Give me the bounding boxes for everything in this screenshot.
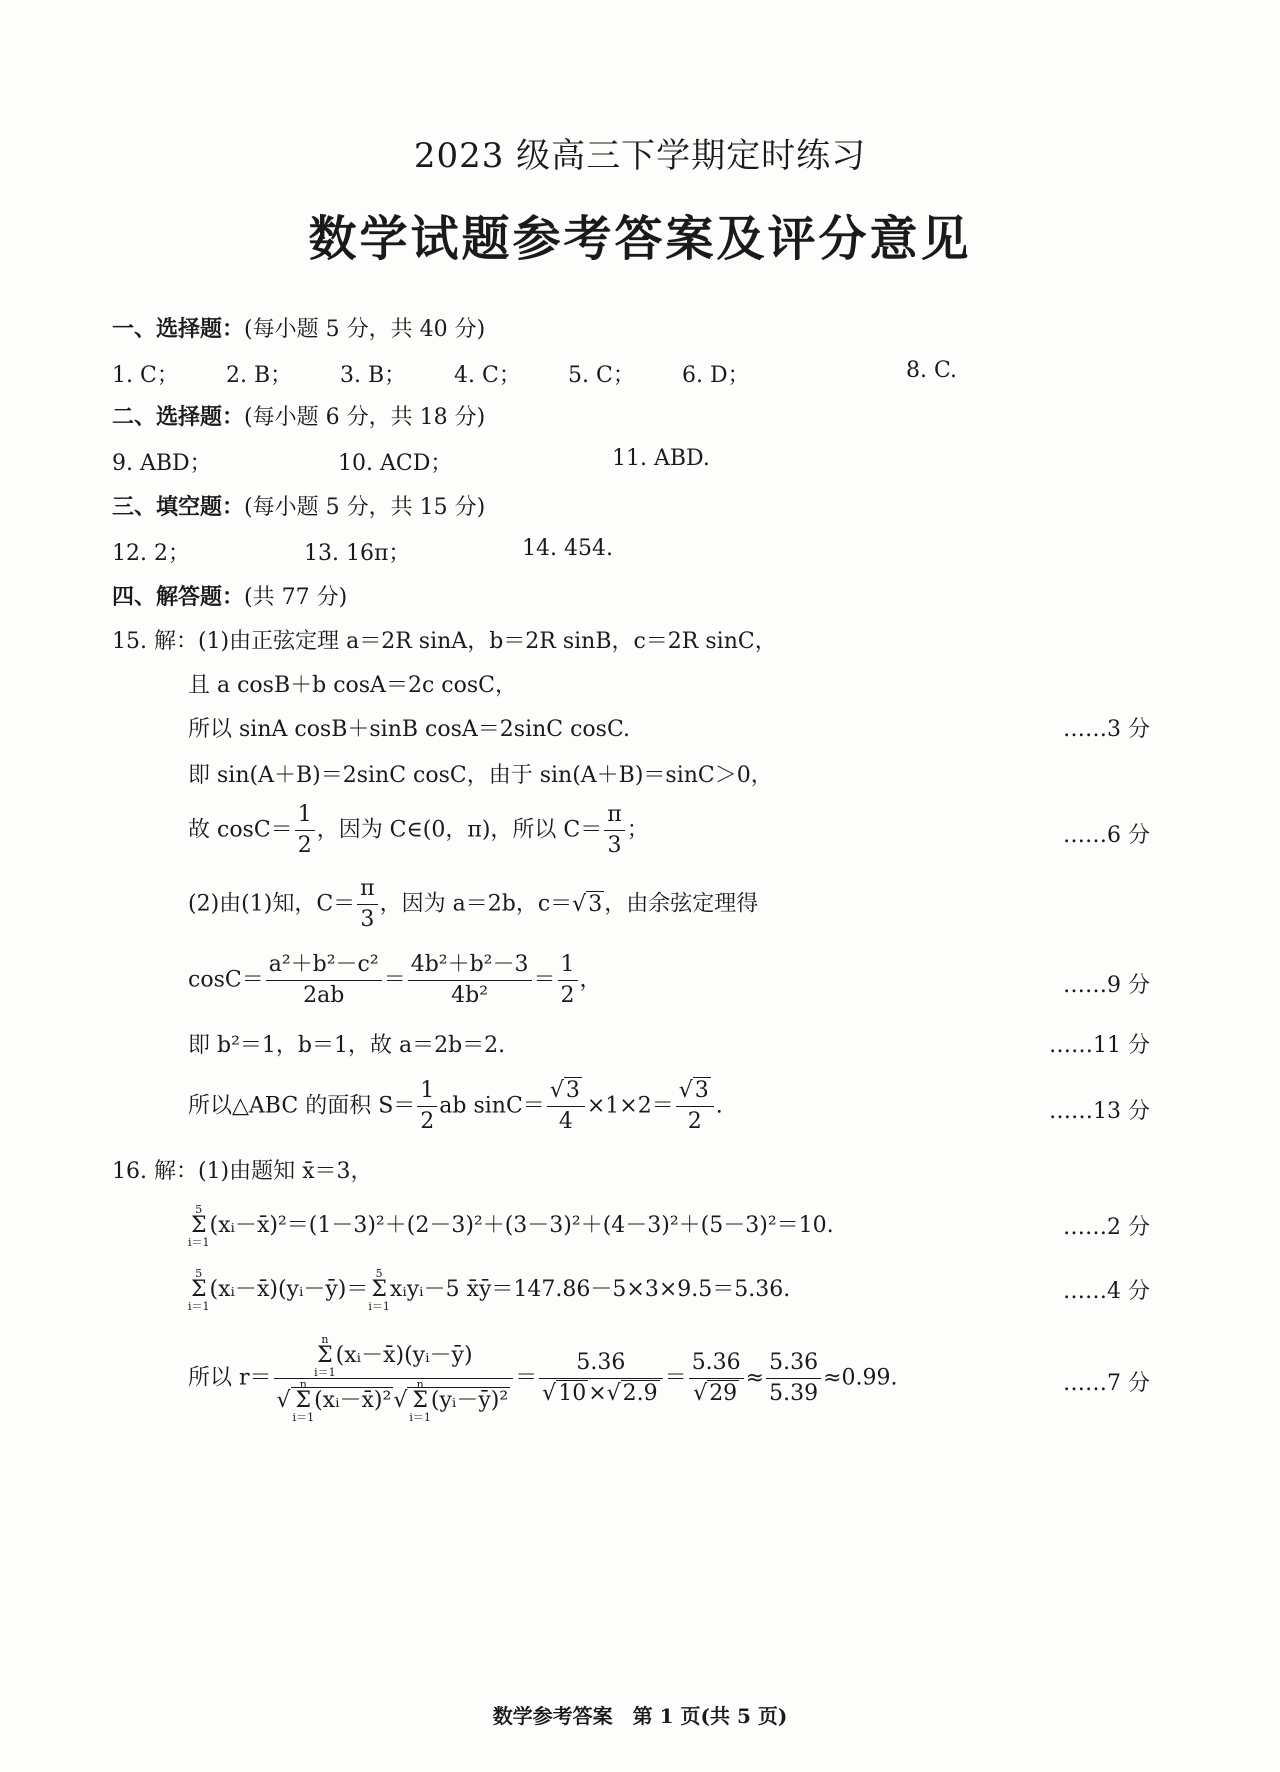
score-4: ……4 分 xyxy=(1063,1279,1150,1304)
q15-line-9: 所以△ABC 的面积 S＝ $\frac{1}{2}$ ab sinC＝ $\frac{√3}{4}$ ×1×2＝ $\frac{√3}{2}$ . xyxy=(188,1078,723,1134)
section-heading-3: 三、填空题：(每小题 5 分，共 15 分) xyxy=(112,494,486,520)
answer-10: 10. ACD； xyxy=(338,451,453,476)
section-heading-2: 二、选择题：(每小题 6 分，共 18 分) xyxy=(112,404,486,430)
q15-line-1: 15. 解：(1)由正弦定理 a＝2R sinA，b＝2R sinB，c＝2R sinC， xyxy=(112,629,777,654)
q15-line-3: 所以 sinA cosB＋sinB cosA＝2sinC cosC. xyxy=(188,717,631,742)
answer-6: 6. D； xyxy=(682,363,750,388)
answer-1: 1. C； xyxy=(112,363,179,388)
answer-14: 14. 454. xyxy=(522,536,613,561)
answer-3: 3. B； xyxy=(340,363,407,388)
score-6: ……6 分 xyxy=(1063,823,1150,848)
q15-line-4: 即 sin(A＋B)＝2sinC cosC，由于 sin(A＋B)＝sinC＞0， xyxy=(188,763,773,788)
answer-13: 13. 16π； xyxy=(304,541,411,566)
answer-9: 9. ABD； xyxy=(112,451,212,476)
answer-2: 2. B； xyxy=(226,363,293,388)
answer-11: 11. ABD. xyxy=(612,446,710,471)
page-title: 数学试题参考答案及评分意见 xyxy=(308,211,972,267)
q15-line-8: 即 b²＝1，b＝1，故 a＝2b＝2. xyxy=(188,1033,506,1058)
q15-line-5: 故 cosC＝ $\frac{1}{2}$ ，因为 C∈(0，π)，所以 C＝ $\frac{\pi}{3}$ ； xyxy=(188,802,649,858)
q15-line-6: (2)由(1)知，C＝ $\frac{\pi}{3}$ ，因为 a＝2b，c＝√3，由余弦定理得 xyxy=(188,876,759,932)
answer-8: 8. C. xyxy=(906,358,958,383)
score-2: ……2 分 xyxy=(1063,1215,1150,1240)
q16-line-3: 5 Σ i＝1 (xᵢ－x̄)(yᵢ－ȳ)＝ 5 Σ i＝1 xᵢyᵢ－5 x̄ȳ＝147.86－5×3×9.5＝5.36. xyxy=(188,1267,791,1313)
q15-line-7: cosC＝ $\frac{\text{a²＋b²－c²}}{2ab}$ ＝ $\frac{\text{4b²＋b²－3}}{\text{4b²}}$ ＝ $\frac{1}{2}$ ， xyxy=(188,952,602,1008)
score-11: ……11 分 xyxy=(1049,1033,1150,1058)
answer-5: 5. C； xyxy=(568,363,635,388)
q16-line-4: 所以 r＝ n Σ i＝1 (xᵢ－x̄)(yᵢ－ȳ) √ n Σ i＝1 (xᵢ－x̄)²√ n Σ i＝1 (yᵢ－ȳ)² ＝ $\frac{5.36}{√10\times√2.9}$ ＝ $\frac{5.36}{√29}$ ≈ $\frac{5.36}{5.39}$ ≈0.99. xyxy=(188,1333,898,1424)
exam-subtitle: 2023 级高三下学期定时练习 xyxy=(413,136,867,176)
answer-4: 4. C； xyxy=(454,363,521,388)
q16-line-2: 5 Σ i＝1 (xᵢ－x̄)²＝(1－3)²＋(2－3)²＋(3－3)²＋(4－3)²＋(5－3)²＝10. xyxy=(188,1203,834,1249)
q15-line-2: 且 a cosB＋b cosA＝2c cosC， xyxy=(188,673,517,698)
score-13: ……13 分 xyxy=(1049,1099,1150,1124)
score-3: ……3 分 xyxy=(1063,717,1150,742)
answer-12: 12. 2； xyxy=(112,541,190,566)
score-9: ……9 分 xyxy=(1063,973,1150,998)
q16-line-1: 16. 解：(1)由题知 x̄＝3， xyxy=(112,1159,373,1184)
score-7: ……7 分 xyxy=(1063,1371,1150,1396)
section-heading-4: 四、解答题：(共 77 分) xyxy=(112,584,348,610)
section-heading-1: 一、选择题：(每小题 5 分，共 40 分) xyxy=(112,316,486,342)
page-footer: 数学参考答案 第 1 页(共 5 页) xyxy=(492,1704,788,1728)
